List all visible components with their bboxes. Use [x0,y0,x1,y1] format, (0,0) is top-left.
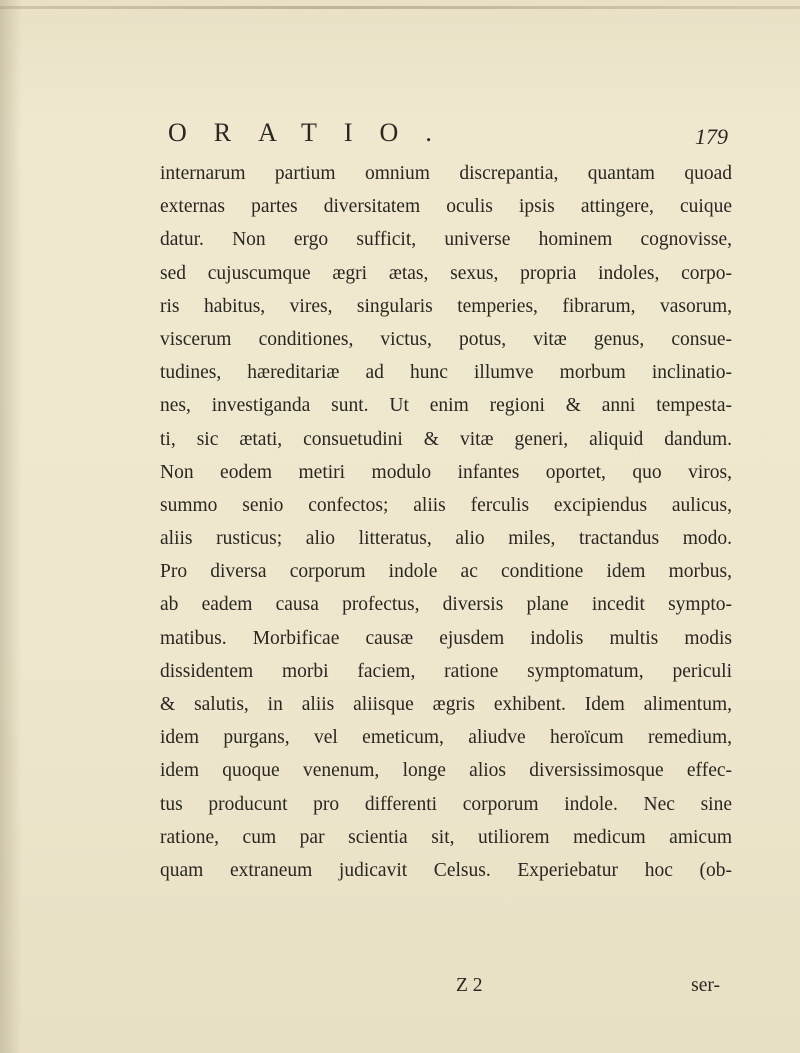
text-line: datur. Non ergo sufficit, universe hominem cognovisse, [160,229,732,251]
gutter-shadow [0,0,22,1053]
text-line: ab eadem causa profectus, diversis plane incedit sympto- [160,594,732,616]
text-line: idem purgans, vel emeticum, aliudve heroïcum remedium, [160,727,732,749]
text-line: nes, investiganda sunt. Ut enim regioni & anni tempesta- [160,395,732,417]
text-line: viscerum conditiones, victus, potus, vitæ genus, consue- [160,328,732,350]
text-line: summo senio confectos; aliis ferculis excipiendus aulicus, [160,494,732,516]
catchword: ser- [691,975,720,996]
text-line: tus producunt pro differenti corporum indole. Nec sine [160,793,732,815]
text-line: dissidentem morbi faciem, ratione symptomatum, periculi [160,660,732,682]
text-line: matibus. Morbificae causæ ejusdem indolis multis modis [160,627,732,649]
page-number: 179 [695,124,728,149]
text-line: externas partes diversitatem oculis ipsis attingere, cuique [160,196,732,218]
body-text [160,157,732,996]
text-line: internarum partium omnium discrepantia, quantam quoad [160,163,732,184]
text-line: tudines, hæreditariæ ad hunc illumve morbum inclinatio- [160,362,732,384]
text-line: ti, sic ætati, consuetudini & vitæ generi, aliquid dandum. [160,428,732,450]
page-header [168,118,728,158]
text-line: Non eodem metiri modulo infantes oportet, quo viros, [160,461,732,483]
text-line: ris habitus, vires, singularis temperies, fibrarum, vasorum, [160,295,732,317]
text-line: aliis rusticus; alio litteratus, alio miles, tractandus modo. [160,528,732,550]
top-edge-rule [0,6,800,9]
text-line: Pro diversa corporum indole ac conditione idem morbus, [160,561,732,583]
page-footer [160,975,732,1003]
text-line: ratione, cum par scientia sit, utiliorem medicum amicum [160,826,732,848]
text-line: sed cujuscumque ægri ætas, sexus, propria indoles, corpo- [160,262,732,284]
signature-mark: Z 2 [456,975,483,996]
text-line: idem quoque venenum, longe alios diversissimosque effec- [160,760,732,782]
text-line: quam extraneum judicavit Celsus. Experiebatur hoc (ob- [160,859,732,881]
running-title: ORATIO. [168,118,459,147]
text-line: & salutis, in aliis aliisque ægris exhibent. Idem alimentum, [160,694,732,715]
